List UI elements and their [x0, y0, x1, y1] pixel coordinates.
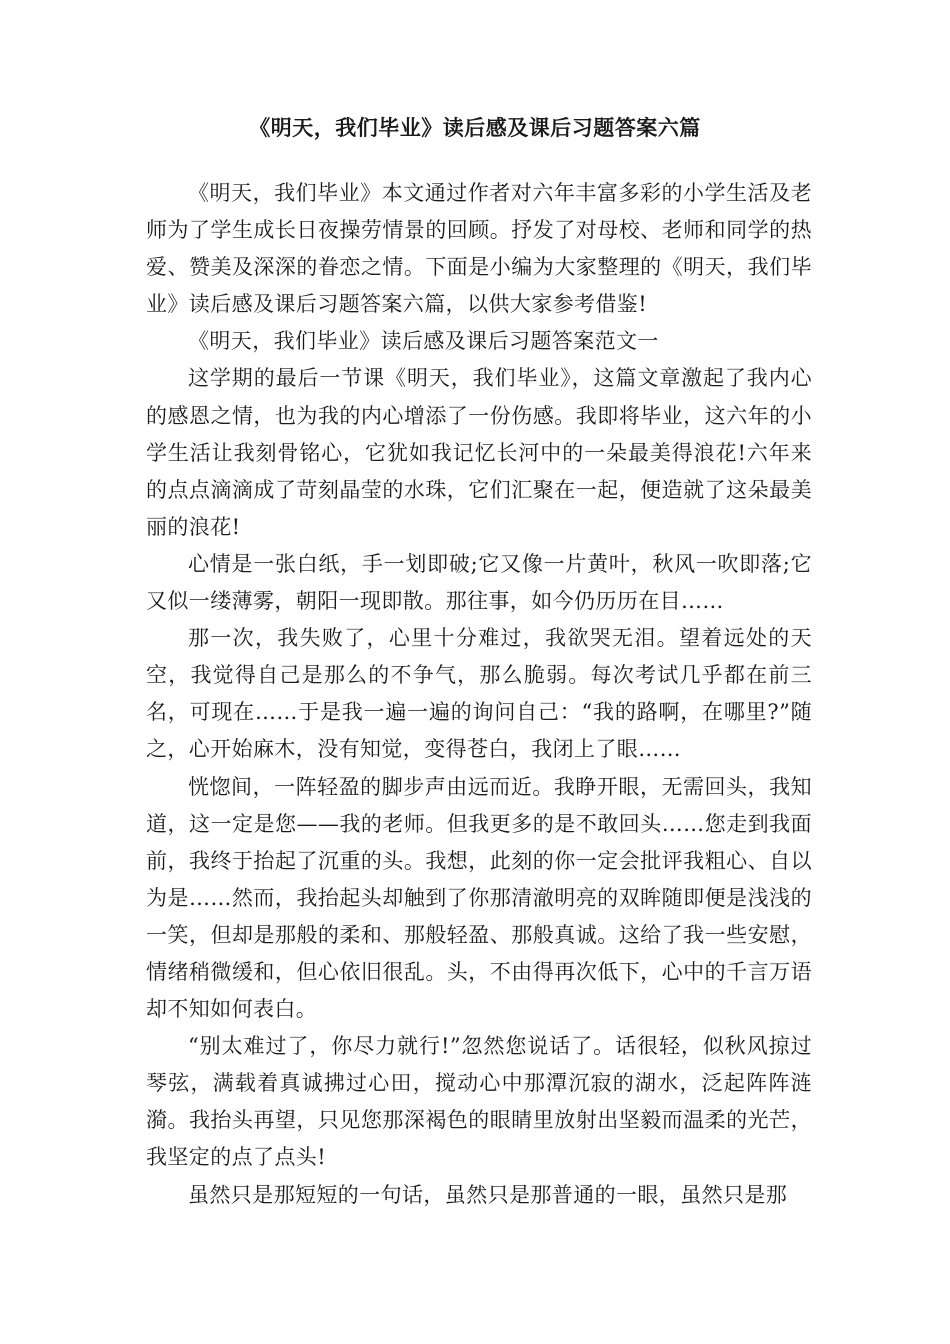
- paragraph-body: 恍惚间，一阵轻盈的脚步声由远而近。我睁开眼，无需回头，我知道，这一定是您——我的老师。但我更多的是不敢回头……您走到我面前，我终于抬起了沉重的头。我想，此刻的你一定会批评我粗心、自以为是……然而，我抬起头却触到了你那清澈明亮的双眸随即便是浅浅的一笑，但却是那般的柔和、那般轻盈、那般真诚。这给了我一些安慰，情绪稍微缓和，但心依旧很乱。头，不由得再次低下，心中的千言万语却不知如何表白。: [146, 774, 812, 1022]
- document-title: 《明天，我们毕业》读后感及课后习题答案六篇: [249, 115, 701, 140]
- paragraph-body: “别太难过了，你尽力就行!”忽然您说话了。话很轻，似秋风掠过琴弦，满载着真诚拂过心田，搅动心中那潭沉寂的湖水，泛起阵阵涟漪。我抬头再望，只见您那深褐色的眼睛里放射出坚毅而温柔的光芒，我坚定的点了点头!: [146, 1034, 812, 1170]
- paragraph-body: 那一次，我失败了，心里十分难过，我欲哭无泪。望着远处的天空，我觉得自己是那么的不争气，那么脆弱。每次考试几乎都在前三名，可现在……于是我一遍一遍的询问自己：“我的路啊，在哪里?”随之，心开始麻木，没有知觉，变得苍白，我闭上了眼……: [146, 626, 812, 762]
- paragraph-body: 虽然只是那短短的一句话，虽然只是那普通的一眼，虽然只是那: [188, 1182, 788, 1207]
- paragraph-intro: 《明天，我们毕业》本文通过作者对六年丰富多彩的小学生活及老师为了学生成长日夜操劳情景的回顾。抒发了对母校、老师和同学的热爱、赞美及深深的眷恋之情。下面是小编为大家整理的《明天，我们毕业》读后感及课后习题答案六篇，以供大家参考借鉴!: [146, 181, 812, 317]
- document-body: [146, 175, 812, 1214]
- paragraph-body: 这学期的最后一节课《明天，我们毕业》，这篇文章激起了我内心的感恩之情，也为我的内心增添了一份伤感。我即将毕业，这六年的小学生活让我刻骨铭心，它犹如我记忆长河中的一朵最美得浪花!六年来的点点滴滴成了苛刻晶莹的水珠，它们汇聚在一起，便造就了这朵最美丽的浪花!: [146, 366, 812, 539]
- paragraph-sample-heading: 《明天，我们毕业》读后感及课后习题答案范文一: [188, 329, 659, 354]
- paragraph-body: 心情是一张白纸，手一划即破;它又像一片黄叶，秋风一吹即落;它又似一缕薄雾，朝阳一现即散。那往事，如今仍历历在目……: [146, 551, 812, 614]
